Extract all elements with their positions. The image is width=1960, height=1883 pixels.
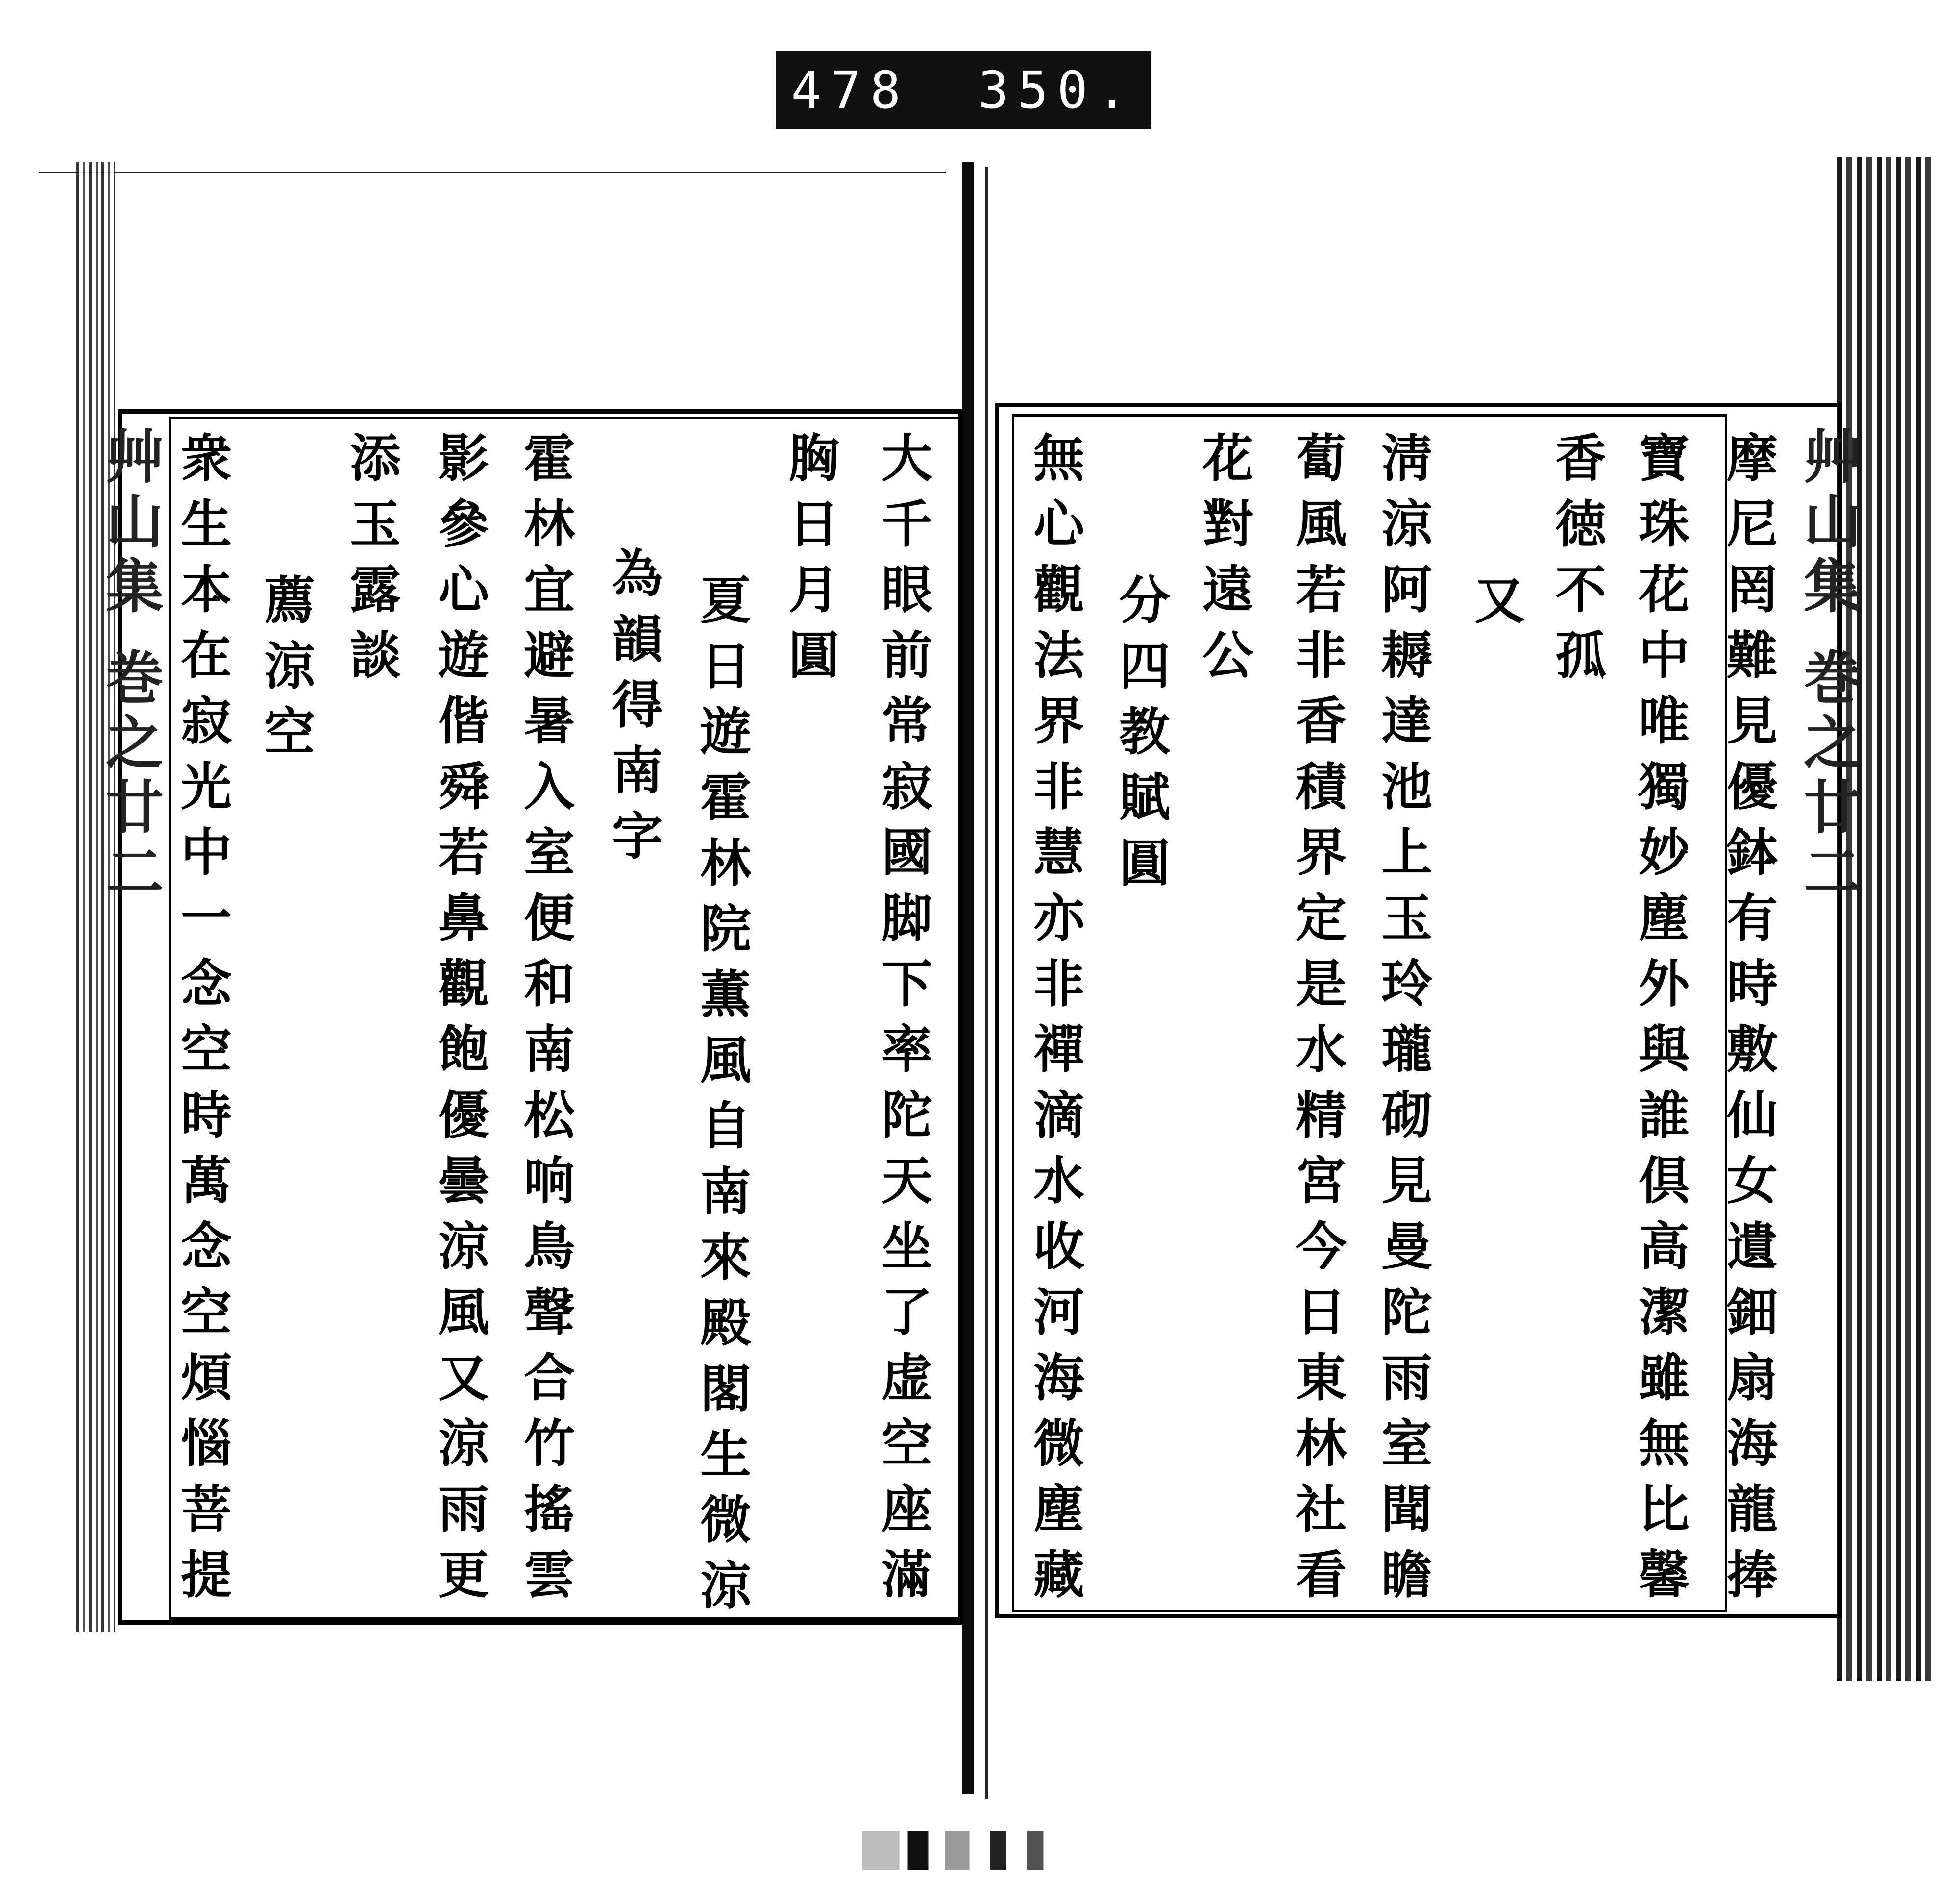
right-col-8-title: 分四教賦圓 — [1110, 573, 1171, 902]
reel-frame-label — [776, 51, 1152, 129]
left-col-7: 添玉露談 — [341, 431, 401, 694]
right-col-1: 摩尼罔難見優鉢有時敷仙女遺鈿扇海龍捧 — [1718, 431, 1778, 1613]
left-col-8-title: 薦涼空 — [255, 573, 316, 770]
right-col-5: 淸涼阿耨達池上玉玲瓏砌見曼陀雨室聞瞻 — [1372, 431, 1433, 1613]
left-col-9: 衆生本在寂光中一念空時萬念空煩惱菩提 — [172, 431, 232, 1613]
film-bottom-mark — [862, 1831, 1068, 1870]
left-col-5: 霍林宜避暑入室便和南松响鳥聲合竹搖雲 — [515, 431, 575, 1613]
right-col-2: 寶珠花中唯獨妙塵外與誰倶高潔雖無比馨 — [1630, 431, 1690, 1613]
page-top-rule — [39, 172, 946, 173]
right-col-3: 香徳不孤 — [1546, 431, 1607, 694]
left-col-1: 大千眼前常寂國脚下率陀天坐了虚空座滿 — [873, 431, 933, 1613]
frame-number: 350. — [978, 60, 1136, 120]
left-col-4-rhyme: 為韻得南字 — [603, 546, 663, 875]
left-margin-title: 艸山集 巻之廿二 — [96, 426, 164, 907]
book-spine-shadow — [985, 167, 988, 1799]
right-col-6: 蔔風若非香積界定是水精宮今日東林社看 — [1287, 431, 1347, 1613]
reel-number: 478 — [791, 60, 910, 120]
right-margin-title: 艸山集 巻之廿二 — [1794, 426, 1862, 907]
left-col-6: 影參心遊偕舜若鼻觀飽優曇涼風又涼雨更 — [429, 431, 490, 1613]
left-col-2: 胸日月圓 — [780, 431, 840, 694]
book-spine — [962, 162, 974, 1794]
left-col-3-title: 夏日遊霍林院薫風自南來殿閣生微涼 — [691, 573, 752, 1624]
right-col-4-heading: 又 — [1466, 573, 1526, 639]
right-col-7: 花對遠公 — [1194, 431, 1254, 694]
right-col-9: 無心觀法界非慧亦非禪滴水收河海微塵藏 — [1025, 431, 1085, 1613]
right-page-edge — [1838, 157, 1931, 1681]
